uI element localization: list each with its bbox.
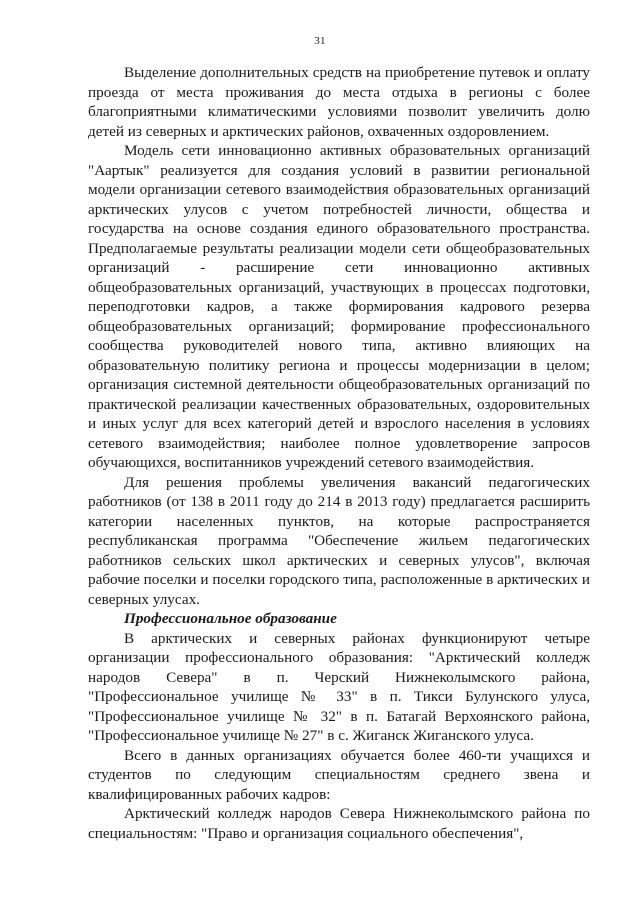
paragraph-professional-organizations: В арктических и северных районах функционируют четыре организации профессионального образования: "Арктический колледж народов Севера" в п. Черский Нижнеколымского района, "Профессиональное училище № 33" в п. Тикси Булунского улуса, "Профессиональное училище № 32" в п. Батагай Верхоянского района, "Профессиональное училище № 27" в с. Жиганск Жиганского улуса. — [88, 629, 590, 744]
page-number: 31 — [314, 35, 326, 47]
paragraph-aartyk-network: Модель сети инновационно активных образовательных организаций "Аартык" реализуется для создания условий в развитии региональной модели организации сетевого взаимодействия образовательных организаций арктических улусов с учетом потребностей личности, общества и государства на основе создания единого образовательного пространства. Предполагаемые результаты реализации модели сети общеобразовательных организаций - расширение сети инновационно активных общеобразовательных организаций, участвующих в процессах подготовки, переподготовки кадров, а также формирования кадрового резерва общеобразовательных организаций; формирование профессионального сообщества руководителей нового типа, активно влияющих на образовательную политику региона и процессы модернизации в целом; организация системной деятельности общеобразовательных организаций по практической реализации качественных образовательных, оздоровительных и иных услуг для всех категорий детей и взрослого населения в условиях сетевого взаимодействия; наиболее полное удовлетворение запросов обучающихся, воспитанников учреждений сетевого взаимодействия. — [88, 142, 590, 471]
section-heading-professional-education: Профессиональное образование — [124, 610, 337, 627]
paragraph-vacation-funding: Выделение дополнительных средств на приобретение путевок и оплату проезда от места проживания до места отдыха в регионы с более благоприятными климатическими условиями позволит увеличить долю детей из северных и арктических районов, охваченных оздоровлением. — [88, 64, 590, 140]
paragraph-arctic-college: Арктический колледж народов Севера Нижнеколымского района по специальностям: "Право и организация социального обеспечения", — [88, 805, 590, 842]
paragraph-student-count: Всего в данных организациях обучается более 460-ти учащихся и студентов по следующим специальностям среднего звена и квалифицированных рабочих кадров: — [88, 746, 590, 803]
document-body — [88, 63, 590, 843]
paragraph-teacher-vacancies: Для решения проблемы увеличения вакансий педагогических работников (от 138 в 2011 году до 214 в 2013 году) предлагается расширить категории населенных пунктов, на которые распространяется республиканская программа "Обеспечение жильем педагогических работников сельских школ арктических и северных улусов", включая рабочие поселки и поселки городского типа, расположенные в арктических и северных улусах. — [88, 473, 590, 608]
